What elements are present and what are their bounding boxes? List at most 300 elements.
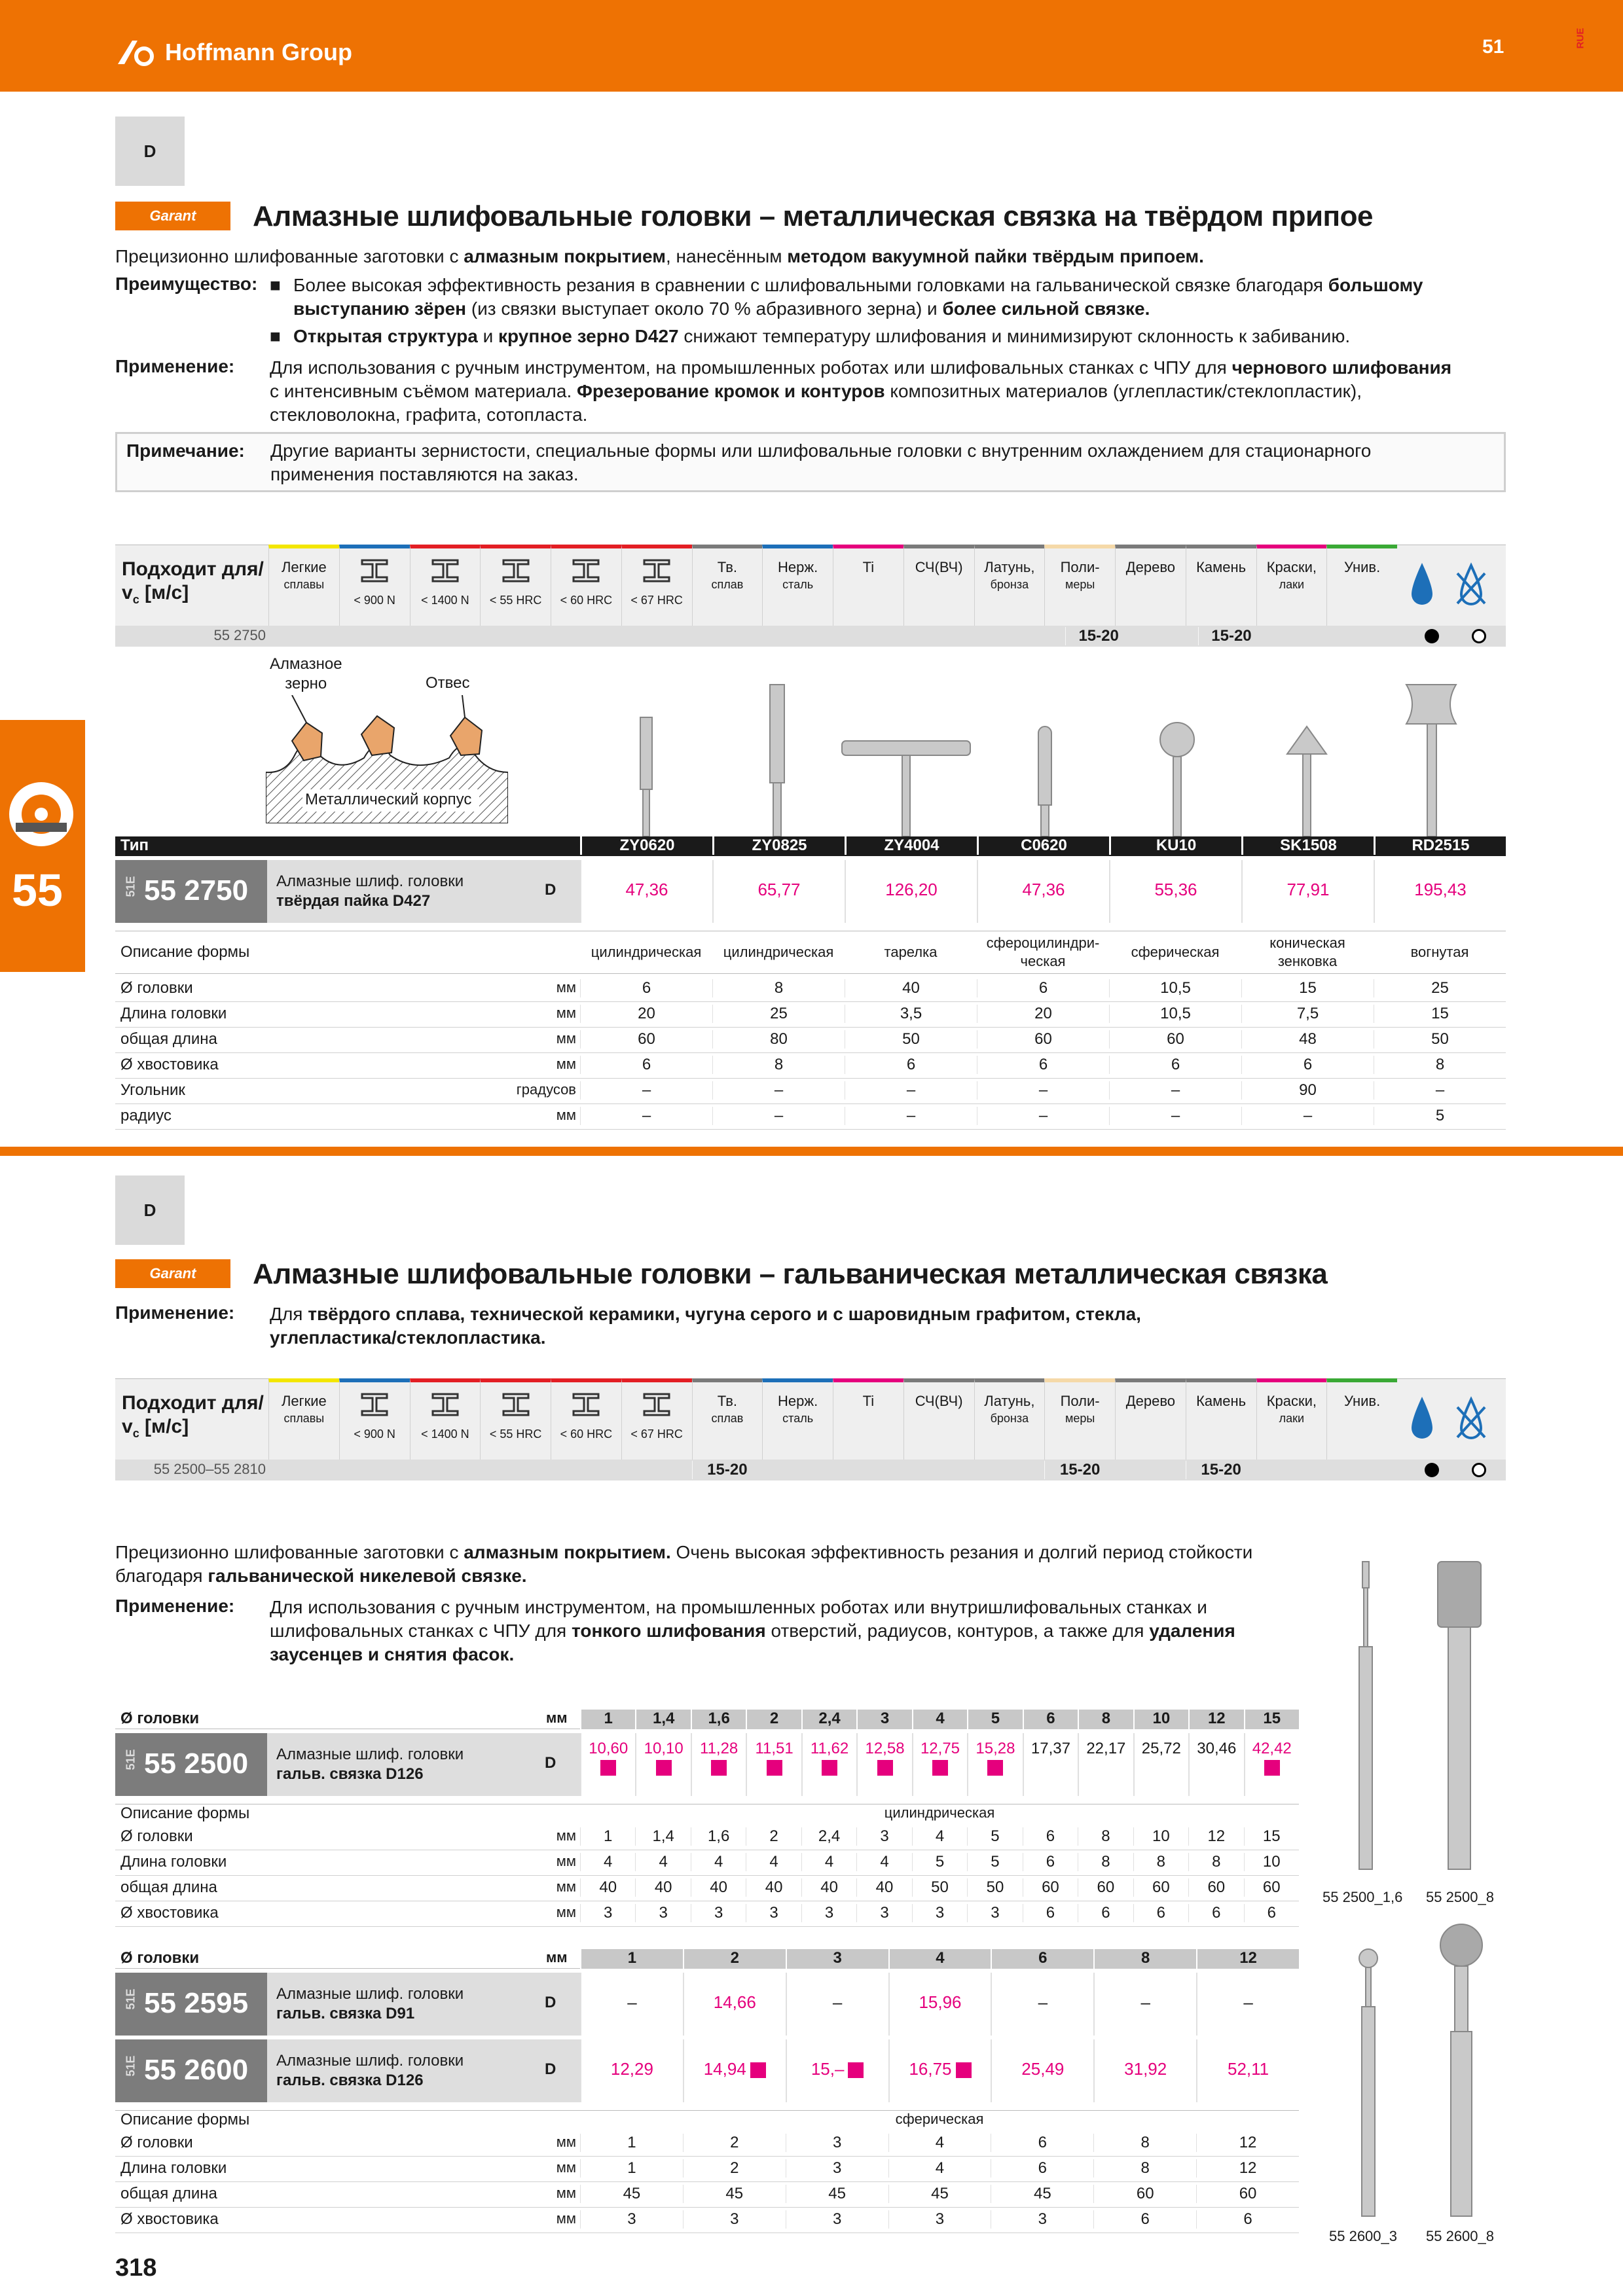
price-cell[interactable] <box>888 1973 991 2036</box>
steel-beam-icon <box>359 1391 390 1418</box>
grinding-wheel-icon <box>9 782 73 846</box>
article-description: Алмазные шлиф. головки гальв. связка D126 <box>276 2052 464 2089</box>
price-cell[interactable] <box>580 1973 683 2036</box>
chapter-tab[interactable] <box>0 720 85 972</box>
spec-label: Длина головки <box>120 1853 227 1871</box>
material-column: Поли- меры <box>1044 1378 1115 1460</box>
diameter-head-label: Ø головки <box>120 1710 200 1727</box>
spec-value: 10,5 <box>1109 979 1241 997</box>
price-cell[interactable] <box>801 1733 856 1796</box>
spec-value: 60 <box>1244 1878 1299 1897</box>
garant-brand-logo: Garant <box>115 202 230 230</box>
spec-value: 7,5 <box>1241 1005 1374 1023</box>
price-cell[interactable] <box>1023 1733 1078 1796</box>
material-column: < 60 HRC <box>551 1378 621 1460</box>
spec-value: – <box>1109 1081 1241 1100</box>
fit-value: 15-20 <box>1044 1461 1115 1479</box>
shape-value: сферическая <box>895 2111 984 2127</box>
spec-value: – <box>712 1107 845 1125</box>
spec-value: 6 <box>977 979 1109 997</box>
dry-no-coolant-icon <box>1455 1394 1487 1440</box>
diameter-head-cell: 1,6 <box>691 1710 746 1729</box>
spec-value: 8 <box>1078 1827 1133 1846</box>
tool-images-1 <box>580 674 1506 836</box>
spec-row <box>115 1825 1299 1850</box>
price-cell[interactable] <box>580 1733 635 1796</box>
material-column: Камень <box>1186 545 1256 626</box>
price-cell[interactable] <box>1133 1733 1188 1796</box>
spec-unit: мм <box>556 1005 576 1021</box>
steel-beam-icon <box>359 558 390 584</box>
price-cell[interactable] <box>912 1733 967 1796</box>
spec-value: 5 <box>967 1827 1022 1846</box>
spec-value: 15 <box>1244 1827 1299 1846</box>
advantage-1: ■ Более высокая эффективность резания в сравнении с шлифовальными головками на гальванической связке благодаря большому выступанию зёрен (из связки выступает около 70 % абразивного зерна) и более сильной связке. <box>270 275 1423 319</box>
article-description: Алмазные шлиф. головки гальв. связка D91 <box>276 1985 464 2022</box>
spec-value: – <box>1241 1107 1374 1125</box>
diameter-head-cell: 10 <box>1133 1710 1188 1729</box>
d-marker-2: D <box>115 1175 185 1245</box>
price-cell[interactable] <box>746 1733 801 1796</box>
material-column: СЧ(ВЧ) <box>903 1378 974 1460</box>
material-column: Тв. сплав <box>692 545 763 626</box>
diagram-label-grain: Алмазное зерно <box>270 655 342 692</box>
spec-value: 8 <box>712 1056 845 1074</box>
material-column: Ti <box>833 545 903 626</box>
coolant-yes-dot <box>1425 629 1439 643</box>
diameter-head-cell: 4 <box>888 1949 991 1969</box>
material-column: Дерево <box>1115 545 1186 626</box>
price-cell[interactable] <box>1093 2039 1196 2102</box>
note-text: Другие варианты зернистости, специальные формы или шлифовальные головки с внутренним охлаждением для стационарного применения поставляются на заказ. <box>270 440 1372 484</box>
spec-row <box>115 2182 1299 2208</box>
spec-value: 45 <box>683 2185 786 2203</box>
spec-value: 6 <box>991 2159 1093 2178</box>
spec-value: 60 <box>580 1030 712 1049</box>
spec-value: 10 <box>1133 1827 1188 1846</box>
spec-value: 4 <box>801 1853 856 1871</box>
price-value: 47,36 <box>1022 880 1065 899</box>
diameter-head-row <box>115 1710 1299 1729</box>
diameter-head-cell: 8 <box>1093 1949 1196 1969</box>
discount-code: D <box>545 1754 556 1772</box>
steel-beam-icon <box>430 558 460 584</box>
fit-row <box>115 626 1506 647</box>
spec-row <box>115 1002 1506 1028</box>
price-cell[interactable] <box>1093 1973 1196 2036</box>
price-value: 47,36 <box>625 880 668 899</box>
price-cell[interactable] <box>1196 1973 1299 2036</box>
spec-value: 6 <box>1196 2210 1299 2229</box>
price-value: 17,37 <box>1030 1740 1070 1757</box>
spec-value: 40 <box>746 1878 801 1897</box>
page-number-top: 51 <box>1482 36 1504 58</box>
spec-value: 6 <box>1023 1853 1078 1871</box>
spec-value: – <box>580 1107 712 1125</box>
spec-value: 3 <box>691 1904 746 1922</box>
diameter-head-cell: 3 <box>786 1949 888 1969</box>
language-code: RUE <box>1575 27 1586 49</box>
spec-value: 5 <box>967 1853 1022 1871</box>
price-cell[interactable] <box>977 860 1109 923</box>
stock-indicator-icon <box>803 1758 856 1776</box>
price-value: 14,94 <box>703 2059 746 2079</box>
price-value: 42,42 <box>1252 1740 1292 1757</box>
material-fit-table-1 <box>115 545 1506 647</box>
price-value: 31,92 <box>1124 2059 1167 2079</box>
spec-row <box>115 1053 1506 1079</box>
note-label: Примечание: <box>126 440 245 461</box>
article-number: 55 2500 <box>144 1748 249 1780</box>
spec-unit: мм <box>556 1056 576 1072</box>
diameter-head-cell: 15 <box>1244 1710 1299 1729</box>
article-number-cell[interactable] <box>115 1733 267 1796</box>
steel-beam-icon <box>642 1391 672 1418</box>
spec-value: 80 <box>712 1030 845 1049</box>
image-caption: 55 2600_8 <box>1426 2228 1494 2244</box>
price-value: 55,36 <box>1154 880 1197 899</box>
advantage-2: ■ Открытая структура и крупное зерно D427 снижают температуру шлифования и минимизируют склонность к забиванию. <box>270 326 1351 346</box>
price-value: 15,– <box>811 2059 845 2079</box>
material-column: < 900 N <box>339 545 410 626</box>
material-column: < 900 N <box>339 1378 410 1460</box>
type-code: ZY4004 <box>845 836 977 855</box>
article-block-3 <box>115 1973 580 2036</box>
spec-unit: мм <box>556 2210 576 2227</box>
spec-value: 8 <box>1093 2134 1196 2152</box>
spec-value: 60 <box>1109 1030 1241 1049</box>
image-caption: 55 2500_1,6 <box>1322 1889 1403 1905</box>
spec-value: 25 <box>1374 979 1506 997</box>
price-cell[interactable] <box>888 2039 991 2102</box>
spec-value: 6 <box>991 2134 1093 2152</box>
price-cell[interactable] <box>991 1973 1093 2036</box>
spec-value: – <box>977 1081 1109 1100</box>
price-value: 14,66 <box>713 1992 756 2012</box>
material-column: Поли- меры <box>1044 545 1115 626</box>
intro-text: Прецизионно шлифованные заготовки с алмазным покрытием, нанесённым методом вакуумной пайки твёрдым припоем. <box>115 246 1204 266</box>
discount-code: D <box>545 1994 556 2011</box>
material-column: Тв. сплав <box>692 1378 763 1460</box>
material-column: < 1400 N <box>410 1378 481 1460</box>
shape-value: цилиндрическая <box>884 1804 995 1821</box>
price-value: – <box>1243 1992 1253 2012</box>
spec-value: 6 <box>1133 1904 1188 1922</box>
spec-value: 6 <box>1078 1904 1133 1922</box>
price-value: 15,28 <box>976 1740 1015 1757</box>
fit-value: 15-20 <box>1065 627 1131 645</box>
spec-value: 40 <box>856 1878 911 1897</box>
price-value: 25,49 <box>1021 2059 1065 2079</box>
diameter-head-cell: 4 <box>912 1710 967 1729</box>
material-column: < 67 HRC <box>621 545 692 626</box>
article-number: 55 2600 <box>144 2054 249 2086</box>
price-cell[interactable] <box>1196 2039 1299 2102</box>
price-value: 12,29 <box>610 2059 653 2079</box>
material-column: Легкие сплавы <box>268 1378 339 1460</box>
price-value: 11,51 <box>755 1740 793 1757</box>
spec-value: 8 <box>1133 1853 1188 1871</box>
spec-value: 3 <box>856 1827 911 1846</box>
diameter-head-cell: 3 <box>856 1710 911 1729</box>
spec-row <box>115 1876 1299 1901</box>
shape-value: сфероцилиндри- ческая <box>986 935 1100 969</box>
spec-value: 60 <box>1078 1878 1133 1897</box>
steel-beam-icon <box>430 1391 460 1418</box>
article-prefix: 51E <box>124 1749 137 1770</box>
shape-label: Описание формы <box>120 1804 250 1822</box>
tool-shapes-drawing <box>580 674 1506 836</box>
diameter-head-cell: 12 <box>1196 1949 1299 1969</box>
steel-beam-icon <box>642 558 672 584</box>
coolant-yes-dot <box>1425 1463 1439 1477</box>
stock-indicator-icon <box>858 1758 911 1776</box>
spec-value: 2,4 <box>801 1827 856 1846</box>
spec-value: 3 <box>683 2210 786 2229</box>
spec-value: 1,4 <box>635 1827 690 1846</box>
steel-beam-icon <box>501 558 531 584</box>
hoffmann-logo[interactable] <box>115 38 352 67</box>
spec-value: 6 <box>580 1056 712 1074</box>
material-column: Латунь, бронза <box>974 1378 1045 1460</box>
chapter-number: 55 <box>12 865 63 916</box>
spec-row <box>115 1850 1299 1876</box>
spec-value: 4 <box>912 1827 967 1846</box>
spec-row <box>115 977 1506 1002</box>
spec-value: – <box>1109 1107 1241 1125</box>
price-cell[interactable] <box>1241 860 1374 923</box>
spec-value: 3 <box>856 1904 911 1922</box>
type-code: ZY0620 <box>580 836 712 855</box>
spec-value: – <box>1374 1081 1506 1100</box>
coolant-drop-icon <box>1409 560 1435 606</box>
spec-value: – <box>845 1107 977 1125</box>
price-value: 25,72 <box>1141 1740 1181 1757</box>
spec-value: 45 <box>786 2185 888 2203</box>
article-number-cell[interactable] <box>115 2039 267 2102</box>
spec-value: 6 <box>1023 1904 1078 1922</box>
spec-value: 6 <box>1241 1056 1374 1074</box>
spec-value: 6 <box>1023 1827 1078 1846</box>
spec-value: 10,5 <box>1109 1005 1241 1023</box>
coolant-drop-icon <box>1409 1394 1435 1440</box>
price-cell[interactable] <box>991 2039 1093 2102</box>
diameter-head-label: Ø головки <box>120 1949 200 1967</box>
price-cell[interactable] <box>856 1733 911 1796</box>
spec-unit: мм <box>556 1107 576 1123</box>
spec-value: – <box>712 1081 845 1100</box>
spec-value: 2 <box>683 2159 786 2178</box>
spec-value: 5 <box>1374 1107 1506 1125</box>
fit-row-art: 55 2750 <box>213 627 266 643</box>
material-column: Нерж. сталь <box>762 1378 833 1460</box>
price-cell[interactable] <box>1109 860 1241 923</box>
material-column: Нерж. сталь <box>762 545 833 626</box>
section-title: Алмазные шлифовальные головки – металлическая связка на твёрдом припое <box>253 200 1373 232</box>
spec-value: 1 <box>580 2159 683 2178</box>
price-cell[interactable] <box>712 860 845 923</box>
garant-brand-logo-2: Garant <box>115 1259 230 1288</box>
spec-value: 60 <box>1188 1878 1243 1897</box>
shape-value: сферическая <box>1131 944 1220 960</box>
spec-value: 8 <box>1093 2159 1196 2178</box>
article-number-cell[interactable] <box>115 860 267 923</box>
price-value: 16,75 <box>909 2059 952 2079</box>
shape-row-3 <box>115 2110 1299 2130</box>
type-row <box>115 836 1506 856</box>
spec-value: 50 <box>845 1030 977 1049</box>
diameter-head-unit: мм <box>546 1949 568 1965</box>
price-cell[interactable] <box>683 1973 786 2036</box>
stock-indicator-icon <box>692 1758 746 1776</box>
spec-unit: мм <box>556 1904 576 1920</box>
article-block-4 <box>115 2039 580 2102</box>
price-value: 11,28 <box>700 1740 739 1757</box>
price-value: 30,46 <box>1197 1740 1237 1757</box>
type-code: KU10 <box>1109 836 1241 855</box>
price-value: 12,58 <box>865 1740 905 1757</box>
fit-label: Подходит для/ $v_c$ [м/с] <box>122 558 264 606</box>
fit-row-art-2: 55 2500–55 2810 <box>153 1461 266 1477</box>
spec-value: 50 <box>967 1878 1022 1897</box>
spec-value: 1 <box>580 2134 683 2152</box>
steel-beam-icon <box>501 1391 531 1418</box>
diameter-head-cell: 8 <box>1078 1710 1133 1729</box>
spec-value: 60 <box>1093 2185 1196 2203</box>
price-cell[interactable] <box>845 860 977 923</box>
price-cell[interactable] <box>691 1733 746 1796</box>
fit-value: 15-20 <box>1186 1461 1256 1479</box>
spec-value: 4 <box>888 2134 991 2152</box>
price-value: 22,17 <box>1086 1740 1126 1757</box>
spec-value: – <box>580 1081 712 1100</box>
spec-unit: мм <box>556 2159 576 2176</box>
price-cell[interactable] <box>580 860 712 923</box>
fit-value: 15-20 <box>1198 627 1264 645</box>
spec-value: 40 <box>801 1878 856 1897</box>
application-text-2: Для твёрдого сплава, технической керамики, чугуна серого и с шаровидным графитом, стекла, углепластика/стеклопластика. <box>270 1304 1141 1348</box>
spec-value: 3 <box>635 1904 690 1922</box>
spec-value: 3 <box>786 2210 888 2229</box>
spec-label: Ø хвостовика <box>120 2210 219 2228</box>
spec-value: 3 <box>888 2210 991 2229</box>
article-number-cell[interactable] <box>115 1973 267 2036</box>
intro-text-2: Прецизионно шлифованные заготовки с алмазным покрытием. Очень высокая эффективность резания и долгий период стойкости благодаря гальванической никелевой связке. <box>115 1542 1253 1586</box>
stock-indicator-icon <box>581 1758 635 1776</box>
shape-value: коническая зенковка <box>1269 935 1345 969</box>
coolant-no-dot <box>1472 629 1486 643</box>
price-cell[interactable] <box>786 1973 888 2036</box>
spec-value: – <box>845 1081 977 1100</box>
diameter-head-cell: 2,4 <box>801 1710 856 1729</box>
diameter-head-cell: 6 <box>991 1949 1093 1969</box>
spec-value: 1 <box>580 1827 635 1846</box>
price-cell[interactable] <box>1374 860 1506 923</box>
price-value: – <box>627 1992 637 2012</box>
diameter-head-cell: 2 <box>746 1710 801 1729</box>
spec-value: 6 <box>977 1056 1109 1074</box>
article-block-2 <box>115 1733 580 1796</box>
spec-value: 3 <box>580 2210 683 2229</box>
section-divider <box>0 1147 1623 1156</box>
material-column: Камень <box>1186 1378 1256 1460</box>
material-column: Краски, лаки <box>1256 545 1327 626</box>
spec-label: Ø головки <box>120 2134 193 2151</box>
dry-no-coolant-icon <box>1455 560 1487 606</box>
shape-value: тарелка <box>884 944 938 960</box>
shape-row <box>115 931 1506 974</box>
diameter-head-cell: 5 <box>967 1710 1022 1729</box>
price-value: 52,11 <box>1227 2059 1269 2079</box>
application-text: Для использования с ручным инструментом, на промышленных роботах или шлифовальных станках с ЧПУ для чернового шлифования с интенсивным съёмом материала. Фрезерование кромок и контуров композитных материалов (углепластик/стеклопластик), стекловолокна, графита, сотопласта. <box>270 357 1452 425</box>
price-value: 77,91 <box>1286 880 1330 899</box>
price-cell[interactable] <box>967 1733 1022 1796</box>
spec-value: 4 <box>746 1853 801 1871</box>
price-cell[interactable] <box>635 1733 690 1796</box>
price-value: 10,10 <box>644 1740 684 1757</box>
spec-value: 48 <box>1241 1030 1374 1049</box>
article-description: Алмазные шлиф. головки гальв. связка D126 <box>276 1746 464 1783</box>
shape-value: вогнутая <box>1410 944 1469 960</box>
spec-unit: градусов <box>516 1081 576 1098</box>
discount-code: D <box>545 2060 556 2078</box>
spec-row <box>115 1028 1506 1053</box>
spec-value: 4 <box>580 1853 635 1871</box>
diameter-head-cell: 6 <box>1023 1710 1078 1729</box>
type-label: Тип <box>120 836 149 854</box>
spec-value: 45 <box>580 2185 683 2203</box>
spec-value: 10 <box>1244 1853 1299 1871</box>
spec-value: 2 <box>683 2134 786 2152</box>
article-block <box>115 860 580 923</box>
spec-value: 3 <box>912 1904 967 1922</box>
price-cell[interactable] <box>683 2039 786 2102</box>
spec-value: 45 <box>991 2185 1093 2203</box>
spec-row <box>115 1079 1506 1104</box>
material-column: < 55 HRC <box>480 1378 551 1460</box>
price-cell[interactable] <box>1244 1733 1299 1796</box>
material-column: < 67 HRC <box>621 1378 692 1460</box>
image-caption: 55 2500_8 <box>1426 1889 1494 1905</box>
material-column: Унив. <box>1326 545 1397 626</box>
spec-value: 3,5 <box>845 1005 977 1023</box>
stock-indicator-icon <box>1245 1758 1299 1776</box>
spec-value: 4 <box>691 1853 746 1871</box>
price-cell[interactable] <box>1078 1733 1133 1796</box>
spec-value: 6 <box>1093 2210 1196 2229</box>
price-cell[interactable] <box>1188 1733 1243 1796</box>
diameter-head-row <box>115 1949 1299 1969</box>
spec-value: 3 <box>991 2210 1093 2229</box>
material-column: СЧ(ВЧ) <box>903 545 974 626</box>
stock-indicator-icon <box>747 1758 801 1776</box>
spec-value: 3 <box>786 2159 888 2178</box>
price-cell[interactable] <box>580 2039 683 2102</box>
article-number: 55 2595 <box>144 1987 249 2019</box>
spec-value: 4 <box>635 1853 690 1871</box>
type-code: ZY0825 <box>712 836 845 855</box>
spec-value: 45 <box>888 2185 991 2203</box>
spherical-heads-drawing <box>1316 1919 1512 2227</box>
article-prefix: 51E <box>124 876 137 897</box>
price-cell[interactable] <box>786 2039 888 2102</box>
spec-value: 50 <box>912 1878 967 1897</box>
fit-row-2 <box>115 1460 1506 1480</box>
d-marker: D <box>115 117 185 186</box>
spec-unit: мм <box>556 1878 576 1895</box>
diameter-head-cell: 1 <box>580 1710 635 1729</box>
material-fit-table-2 <box>115 1378 1506 1480</box>
